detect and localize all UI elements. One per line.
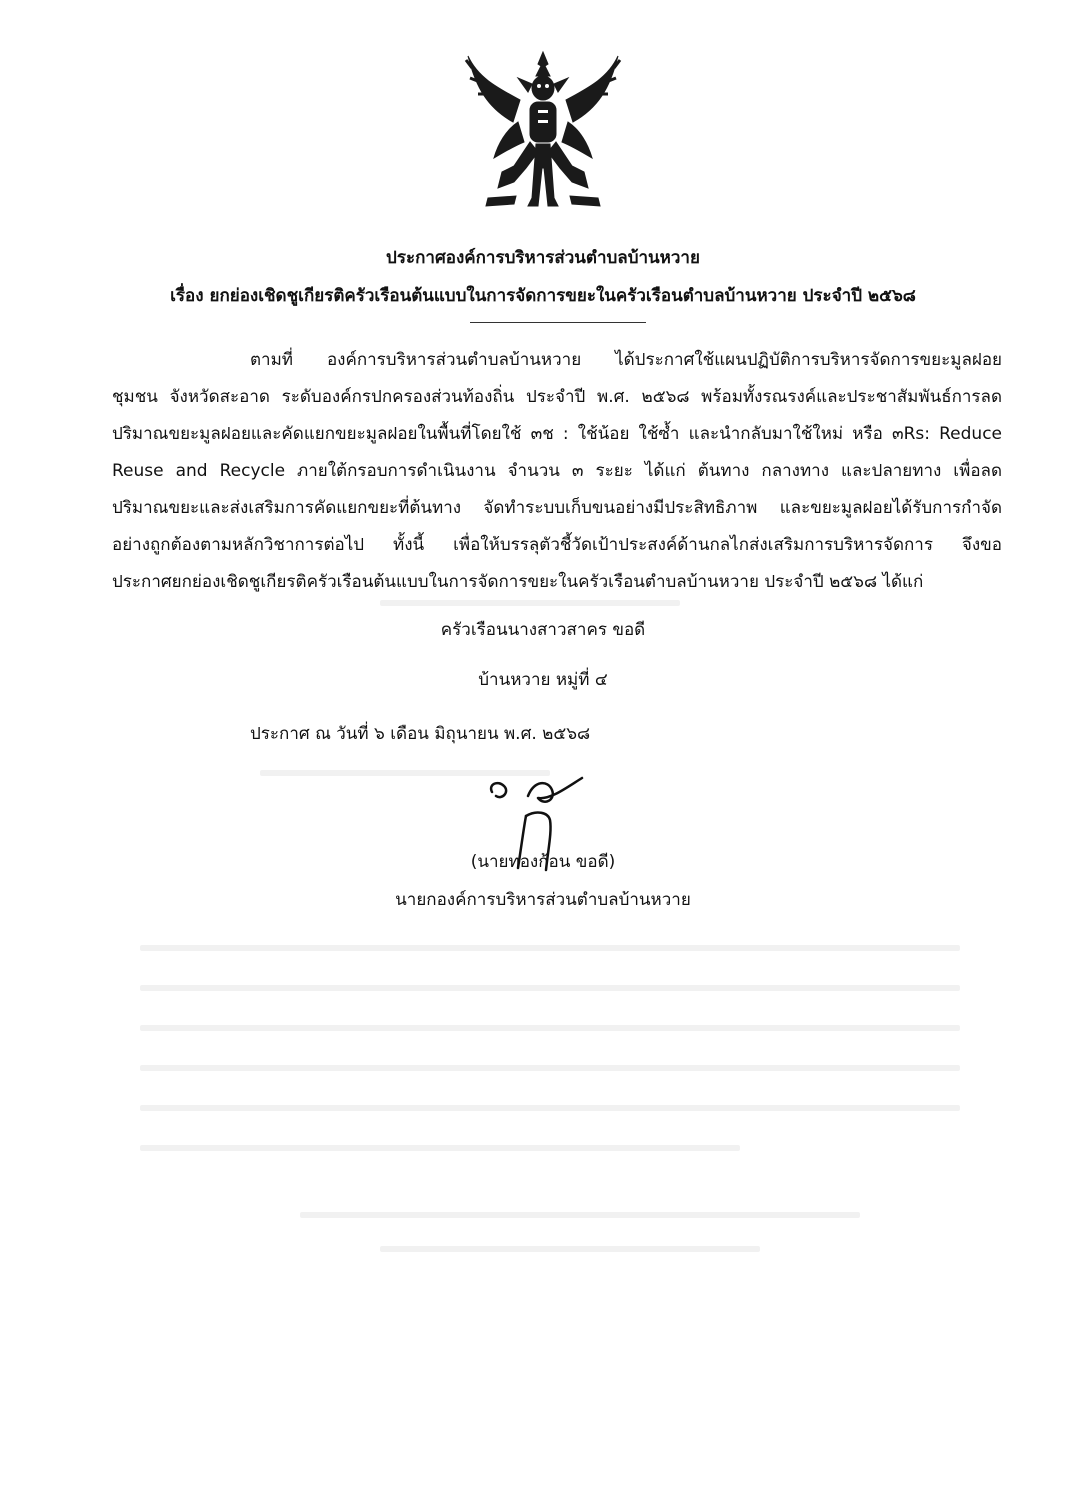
garuda-emblem-icon xyxy=(458,48,628,213)
signatory-name: (นายทองก้อน ขอดี) xyxy=(470,852,616,872)
body-line-6: อย่างถูกต้องตามหลักวิชาการต่อไป ทั้งนี้ เพื่อให้บรรลุตัวชี้วัดเป้าประสงค์ด้านกลไกส่งเสริมการบริหารจัดการ จึงขอ xyxy=(112,535,1002,555)
body-line-3: ปริมาณขยะมูลฝอยและคัดแยกขยะมูลฝอยในพื้นที่โดยใช้ ๓ช : ใช้น้อย ใช้ซ้ำ และนำกลับมาใช้ใหม่ หรือ ๓Rs: Reduce xyxy=(112,424,1002,444)
announcement-subject: เรื่อง ยกย่องเชิดชูเกียรติครัวเรือนต้นแบบในการจัดการขยะในครัวเรือนตำบลบ้านหวาย ประจำปี ๒๕๖๘ xyxy=(170,286,916,306)
honoree-household: ครัวเรือนนางสาวสาคร ขอดี xyxy=(440,620,646,640)
announcement-date: ประกาศ ณ วันที่ ๖ เดือน มิถุนายน พ.ศ. ๒๕๖๘ xyxy=(250,724,591,744)
body-line-4: Reuse and Recycle ภายใต้กรอบการดำเนินงาน จำนวน ๓ ระยะ ได้แก่ ต้นทาง กลางทาง และปลายทาง เพื่อลด xyxy=(112,461,1002,481)
body-line-5: ปริมาณขยะและส่งเสริมการคัดแยกขยะที่ต้นทาง จัดทำระบบเก็บขนอย่างมีประสิทธิภาพ และขยะมูลฝอยได้รับการกำจัด xyxy=(112,498,1002,518)
body-line-1: ตามที่ องค์การบริหารส่วนตำบลบ้านหวาย ได้ประกาศใช้แผนปฏิบัติการบริหารจัดการขยะมูลฝอย xyxy=(250,350,1002,370)
show-through-mark xyxy=(140,1065,960,1071)
title-divider xyxy=(470,322,646,323)
honoree-village: บ้านหวาย หมู่ที่ ๔ xyxy=(478,670,608,690)
show-through-mark xyxy=(380,600,680,606)
announcement-title: ประกาศองค์การบริหารส่วนตำบลบ้านหวาย xyxy=(386,248,700,268)
show-through-mark xyxy=(140,985,960,991)
show-through-mark xyxy=(300,1212,860,1218)
show-through-mark xyxy=(140,1025,960,1031)
signatory-position: นายกองค์การบริหารส่วนตำบลบ้านหวาย xyxy=(395,890,691,910)
show-through-mark xyxy=(140,945,960,951)
show-through-mark xyxy=(380,1246,760,1252)
show-through-mark xyxy=(140,1145,740,1151)
body-line-2: ชุมชน จังหวัดสะอาด ระดับองค์กรปกครองส่วนท้องถิ่น ประจำปี พ.ศ. ๒๕๖๘ พร้อมทั้งรณรงค์และประชาสัมพันธ์การลด xyxy=(112,387,1002,407)
show-through-mark xyxy=(140,1105,960,1111)
body-line-7: ประกาศยกย่องเชิดชูเกียรติครัวเรือนต้นแบบในการจัดการขยะในครัวเรือนตำบลบ้านหวาย ประจำปี ๒๕๖๘ ได้แก่ xyxy=(112,572,924,592)
